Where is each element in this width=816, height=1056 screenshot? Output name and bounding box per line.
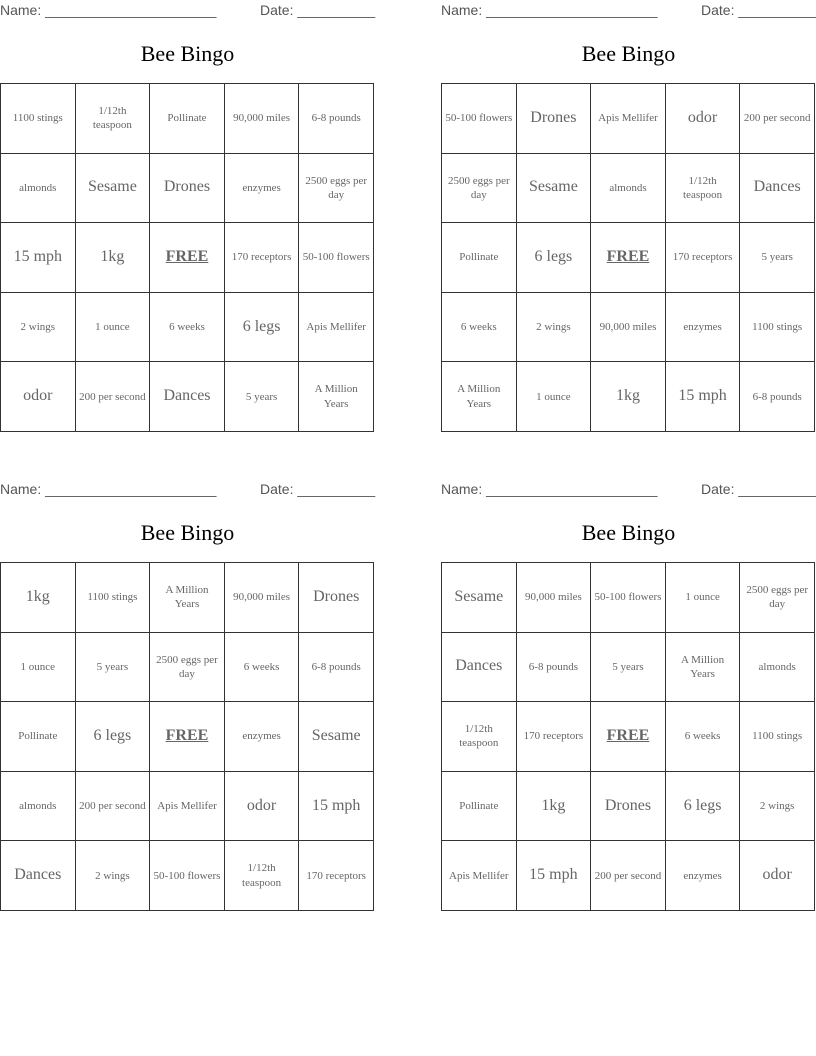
bingo-card	[0, 0, 375, 440]
bingo-cell: 15 mph	[665, 362, 740, 432]
bingo-cell: Sesame	[516, 153, 591, 223]
bingo-cell: Dances	[150, 362, 225, 432]
bingo-cell: almonds	[1, 153, 76, 223]
date-field-label: Date: __________	[260, 481, 376, 497]
bingo-cell: Apis Mellifer	[442, 841, 517, 911]
bingo-cell: odor	[740, 841, 815, 911]
bingo-cell: 6 legs	[224, 292, 299, 362]
card-title: Bee Bingo	[140, 41, 235, 66]
bingo-cell: A Million Years	[442, 362, 517, 432]
grid-row	[442, 771, 815, 841]
bingo-cell: 1/12th teaspoon	[665, 153, 740, 223]
bingo-cell: 6-8 pounds	[516, 632, 591, 702]
bingo-cell: 1kg	[591, 362, 666, 432]
card-header	[441, 479, 816, 499]
bingo-cell: Sesame	[75, 153, 150, 223]
bingo-cell: 90,000 miles	[224, 84, 299, 154]
bingo-cell: 2 wings	[1, 292, 76, 362]
grid-row	[1, 702, 374, 772]
bingo-cell: 2500 eggs per day	[150, 632, 225, 702]
free-space-cell: FREE	[591, 223, 666, 293]
grid-row	[1, 771, 374, 841]
grid-row	[1, 223, 374, 293]
bingo-cell: 1100 stings	[1, 84, 76, 154]
bingo-grid	[0, 562, 374, 911]
grid-row	[442, 84, 815, 154]
bingo-cell: 2500 eggs per day	[299, 153, 374, 223]
bingo-cell: 2 wings	[75, 841, 150, 911]
grid-row	[1, 292, 374, 362]
bingo-cell: 1/12th teaspoon	[224, 841, 299, 911]
bingo-cell: 6 legs	[75, 702, 150, 772]
bingo-cell: odor	[1, 362, 76, 432]
bingo-card	[0, 479, 375, 919]
bingo-cell: Drones	[150, 153, 225, 223]
bingo-cell: Drones	[299, 563, 374, 633]
free-space-cell: FREE	[150, 702, 225, 772]
bingo-cell: enzymes	[224, 153, 299, 223]
bingo-cell: enzymes	[224, 702, 299, 772]
bingo-cell: odor	[224, 771, 299, 841]
bingo-cell: 1kg	[516, 771, 591, 841]
bingo-cell: 6-8 pounds	[299, 84, 374, 154]
free-space-cell: FREE	[150, 223, 225, 293]
bingo-cell: 200 per second	[75, 362, 150, 432]
bingo-cell: almonds	[1, 771, 76, 841]
bingo-cell: 50-100 flowers	[150, 841, 225, 911]
bingo-grid	[0, 83, 374, 432]
bingo-cell: 50-100 flowers	[591, 563, 666, 633]
bingo-cell: 5 years	[740, 223, 815, 293]
card-title: Bee Bingo	[140, 520, 235, 545]
bingo-cell: 5 years	[224, 362, 299, 432]
card-title: Bee Bingo	[581, 520, 676, 545]
bingo-cell: 200 per second	[75, 771, 150, 841]
bingo-cell: 5 years	[75, 632, 150, 702]
date-field-label: Date: __________	[701, 2, 816, 18]
bingo-cell: 90,000 miles	[224, 563, 299, 633]
bingo-cell: 15 mph	[299, 771, 374, 841]
free-space-cell: FREE	[591, 702, 666, 772]
grid-row	[442, 362, 815, 432]
bingo-cell: 90,000 miles	[591, 292, 666, 362]
bingo-cell: 6 weeks	[442, 292, 517, 362]
bingo-cell: Sesame	[442, 563, 517, 633]
bingo-cell: 1/12th teaspoon	[75, 84, 150, 154]
bingo-cell: Apis Mellifer	[299, 292, 374, 362]
bingo-cell: 1kg	[1, 563, 76, 633]
bingo-grid	[441, 83, 815, 432]
bingo-cell: 5 years	[591, 632, 666, 702]
grid-row	[1, 153, 374, 223]
bingo-cell: 200 per second	[591, 841, 666, 911]
grid-row	[1, 84, 374, 154]
bingo-cell: enzymes	[665, 841, 740, 911]
grid-row	[442, 563, 815, 633]
bingo-cell: almonds	[740, 632, 815, 702]
bingo-cell: odor	[665, 84, 740, 154]
bingo-cell: 1 ounce	[516, 362, 591, 432]
bingo-cell: Pollinate	[150, 84, 225, 154]
grid-row	[442, 292, 815, 362]
bingo-cell: 6 legs	[665, 771, 740, 841]
card-header	[441, 0, 816, 20]
bingo-cell: Drones	[591, 771, 666, 841]
bingo-cell: 1100 stings	[75, 563, 150, 633]
bingo-cell: 6 legs	[516, 223, 591, 293]
bingo-cell: Pollinate	[442, 223, 517, 293]
bingo-cell: enzymes	[665, 292, 740, 362]
bingo-cell: Dances	[1, 841, 76, 911]
bingo-cell: A Million Years	[299, 362, 374, 432]
grid-row	[1, 632, 374, 702]
bingo-grid	[441, 562, 815, 911]
bingo-cell: Apis Mellifer	[591, 84, 666, 154]
bingo-cell: 170 receptors	[299, 841, 374, 911]
bingo-cell: 50-100 flowers	[442, 84, 517, 154]
bingo-cell: 170 receptors	[665, 223, 740, 293]
bingo-cell: 2 wings	[516, 292, 591, 362]
bingo-cell: 15 mph	[516, 841, 591, 911]
bingo-cell: 6 weeks	[665, 702, 740, 772]
bingo-cell: 6-8 pounds	[299, 632, 374, 702]
bingo-card	[441, 0, 816, 440]
bingo-cell: almonds	[591, 153, 666, 223]
bingo-cell: 1 ounce	[1, 632, 76, 702]
bingo-cell: Dances	[442, 632, 517, 702]
grid-row	[442, 223, 815, 293]
name-field-label: Name: ______________________	[441, 2, 658, 18]
bingo-cell: Pollinate	[442, 771, 517, 841]
grid-row	[1, 563, 374, 633]
bingo-cell: A Million Years	[665, 632, 740, 702]
date-field-label: Date: __________	[260, 2, 376, 18]
bingo-cell: 170 receptors	[224, 223, 299, 293]
card-header	[0, 479, 375, 499]
grid-row	[442, 153, 815, 223]
bingo-cell: Apis Mellifer	[150, 771, 225, 841]
card-title: Bee Bingo	[581, 41, 676, 66]
grid-row	[1, 841, 374, 911]
bingo-cell: 2 wings	[740, 771, 815, 841]
grid-row	[442, 632, 815, 702]
bingo-cell: 6-8 pounds	[740, 362, 815, 432]
bingo-cell: 1 ounce	[665, 563, 740, 633]
bingo-cell: Dances	[740, 153, 815, 223]
grid-row	[442, 841, 815, 911]
name-field-label: Name: ______________________	[0, 2, 217, 18]
bingo-cell: 2500 eggs per day	[442, 153, 517, 223]
bingo-cell: 1100 stings	[740, 292, 815, 362]
bingo-cell: 200 per second	[740, 84, 815, 154]
bingo-cell: 1100 stings	[740, 702, 815, 772]
bingo-cell: Pollinate	[1, 702, 76, 772]
grid-row	[1, 362, 374, 432]
bingo-cell: 2500 eggs per day	[740, 563, 815, 633]
bingo-cell: Sesame	[299, 702, 374, 772]
bingo-cell: 90,000 miles	[516, 563, 591, 633]
bingo-cell: 15 mph	[1, 223, 76, 293]
name-field-label: Name: ______________________	[0, 481, 217, 497]
bingo-cell: 170 receptors	[516, 702, 591, 772]
bingo-card	[441, 479, 816, 919]
card-header	[0, 0, 375, 20]
name-field-label: Name: ______________________	[441, 481, 658, 497]
bingo-cell: 50-100 flowers	[299, 223, 374, 293]
grid-row	[442, 702, 815, 772]
bingo-cell: 1/12th teaspoon	[442, 702, 517, 772]
bingo-cell: A Million Years	[150, 563, 225, 633]
date-field-label: Date: __________	[701, 481, 816, 497]
bingo-cell: 6 weeks	[224, 632, 299, 702]
bingo-cell: 1kg	[75, 223, 150, 293]
bingo-cell: 1 ounce	[75, 292, 150, 362]
bingo-cell: Drones	[516, 84, 591, 154]
bingo-cell: 6 weeks	[150, 292, 225, 362]
